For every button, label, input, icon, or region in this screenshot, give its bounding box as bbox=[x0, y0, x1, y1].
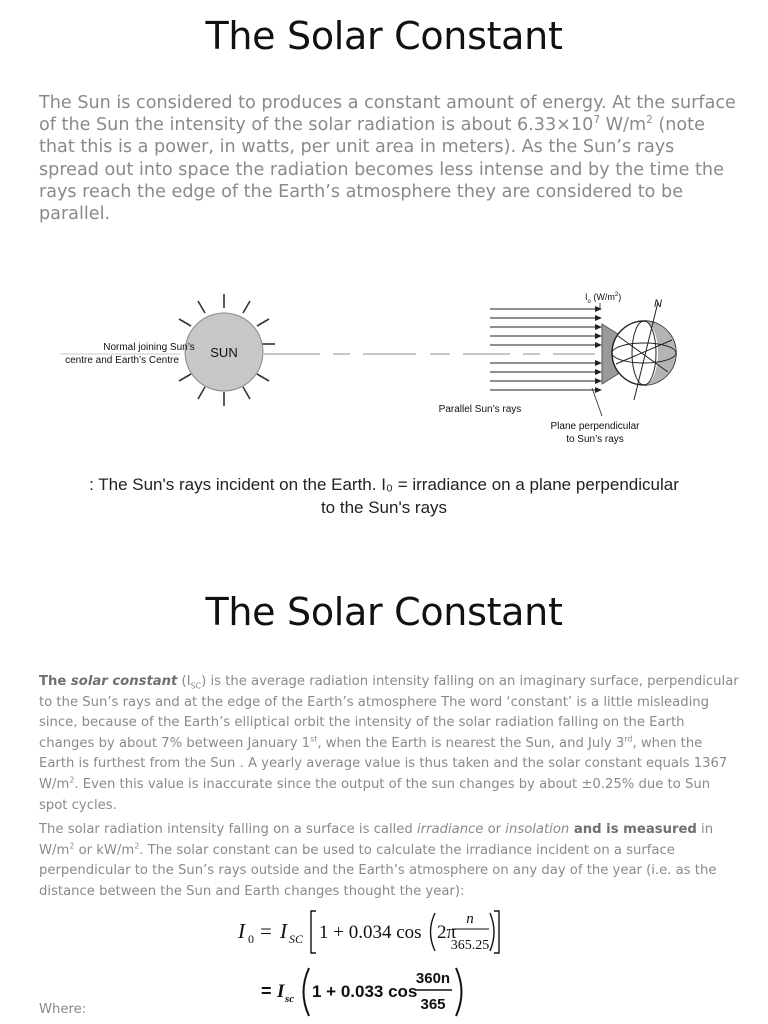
eq2-denominator: 365 bbox=[420, 996, 446, 1013]
irr-text-b: in W/m bbox=[39, 822, 714, 858]
slide-2-title: The Solar Constant bbox=[205, 590, 563, 634]
para-text-b: , when the Earth is nearest the Sun, and July 3 bbox=[317, 735, 625, 751]
equation-irradiance bbox=[230, 905, 500, 957]
term-solar-constant: solar constant bbox=[70, 674, 178, 689]
parallel-rays bbox=[490, 309, 595, 390]
eq1-numerator: n bbox=[466, 911, 474, 927]
eq2-left-paren bbox=[304, 968, 310, 1016]
intro-paragraph bbox=[39, 92, 739, 225]
ray-arrowheads bbox=[595, 306, 602, 393]
equation-simplified bbox=[255, 962, 475, 1020]
para-isc-open: (I bbox=[177, 674, 191, 689]
figure-caption: : The Sun's rays incident on the Earth. I₀ = irradiance on a plane perpendicular to the Sun's rays bbox=[89, 475, 679, 517]
intro-sup-unit: 2 bbox=[646, 114, 653, 127]
sun-earth-diagram bbox=[40, 280, 680, 460]
solar-constant-paragraph bbox=[39, 672, 739, 816]
term-irradiance: irradiance bbox=[416, 822, 484, 837]
irr-or: or bbox=[483, 822, 506, 837]
eq2-numerator: 360n bbox=[415, 970, 451, 987]
irr-sup-1: 2 bbox=[69, 841, 75, 851]
eq2-equals: = bbox=[261, 981, 272, 1001]
eq1-left-bracket bbox=[311, 911, 316, 953]
para-text-c: , when the Earth is furthest from the Sun . A yearly average value is thus taken and the solar constant equals 1367 W/m bbox=[39, 735, 728, 792]
intro-sup-exponent: 7 bbox=[593, 114, 601, 127]
where-label: Where: bbox=[39, 1002, 87, 1017]
irr-sup-2: 2 bbox=[134, 841, 140, 851]
eq2-isc: I bbox=[277, 981, 285, 1002]
eq1-left-paren bbox=[431, 913, 436, 951]
eq1-right-paren bbox=[490, 913, 494, 951]
para-text-a: ) is the average radiation intensity falling on an imaginary surface, perpendicular to the Sun’s rays and at the edge of the Earth’s atmosphere The word ‘constant’ is a little misleading since, because of the Earth’s elliptical orbit the intensity of the solar radiation falling on the Earth changes by about 7% between January 1 bbox=[39, 674, 739, 751]
plane-label-line1: Plane perpendicular bbox=[550, 421, 640, 432]
eq1-isc-sub: SC bbox=[289, 932, 304, 946]
para-sup-2: 2 bbox=[69, 775, 75, 785]
eq1-lhs: I bbox=[238, 919, 245, 943]
north-label: N bbox=[654, 298, 662, 310]
para-text-d: . Even this value is inaccurate since the output of the sun changes by about ±0.25% due to Sun spot cycles. bbox=[39, 776, 711, 813]
irr-and-measured: and is measured bbox=[569, 822, 697, 837]
irr-text-a: The solar radiation intensity falling on a surface is called bbox=[39, 822, 417, 837]
sun-label: SUN bbox=[210, 345, 238, 360]
earth-globe bbox=[612, 302, 676, 400]
eq1-right-bracket bbox=[494, 911, 499, 953]
irr-text-c: or kW/m bbox=[74, 842, 135, 858]
eq1-isc: I bbox=[280, 919, 287, 943]
intro-text-c: (note that this is a power, in watts, per unit area in meters). As the Sun’s rays spread out into space the radiation becomes less intense and by the time the rays reach the edge of the Earth’s atmosphere they are considered to be parallel. bbox=[39, 115, 724, 225]
irradiance-paragraph bbox=[39, 820, 739, 902]
intro-text-a: The Sun is considered to produces a constant amount of energy. At the surface of the Sun the intensity of the solar radiation is about 6.33×10 bbox=[39, 93, 736, 136]
para-the: The bbox=[39, 674, 71, 689]
eq1-denominator: 365.25 bbox=[450, 938, 490, 953]
eq2-right-paren bbox=[456, 968, 462, 1016]
eq1-equals: = bbox=[260, 919, 272, 943]
irr-text-d: . The solar constant can be used to calculate the irradiance incident on a surface perpendicular to the Sun’s rays outside and the Earth’s atmosphere on any day of the year (i.e. as the distance between the Sun and Earth changes thought the year): bbox=[39, 842, 717, 899]
eq2-isc-sub: sc bbox=[285, 993, 295, 1005]
parallel-rays-label: Parallel Sun’s rays bbox=[438, 404, 522, 415]
normal-label-line2: centre and Earth’s Centre bbox=[65, 355, 179, 366]
eq2-one-plus-cos: 1 + 0.033 cos bbox=[312, 982, 418, 1001]
eq1-lhs-sub: 0 bbox=[248, 932, 254, 946]
para-isc-sub: SC bbox=[190, 681, 202, 691]
eq1-two-pi: 2π bbox=[437, 922, 457, 943]
intro-text-b: W/m bbox=[600, 115, 647, 136]
plane-label-line2: to Sun’s rays bbox=[566, 434, 624, 445]
normal-label-line1: Normal joining Sun’s bbox=[103, 342, 195, 353]
irradiance-label: $I_o$ $(W/m^2)$ bbox=[585, 292, 622, 305]
term-insolation: insolation bbox=[505, 822, 570, 837]
plane-pointer bbox=[592, 388, 602, 416]
para-sup-st: st bbox=[310, 734, 318, 744]
para-sup-rd: rd bbox=[624, 734, 633, 744]
slide-1-title: The Solar Constant bbox=[205, 14, 563, 58]
eq1-one-plus-cos: 1 + 0.034 cos bbox=[319, 922, 422, 943]
